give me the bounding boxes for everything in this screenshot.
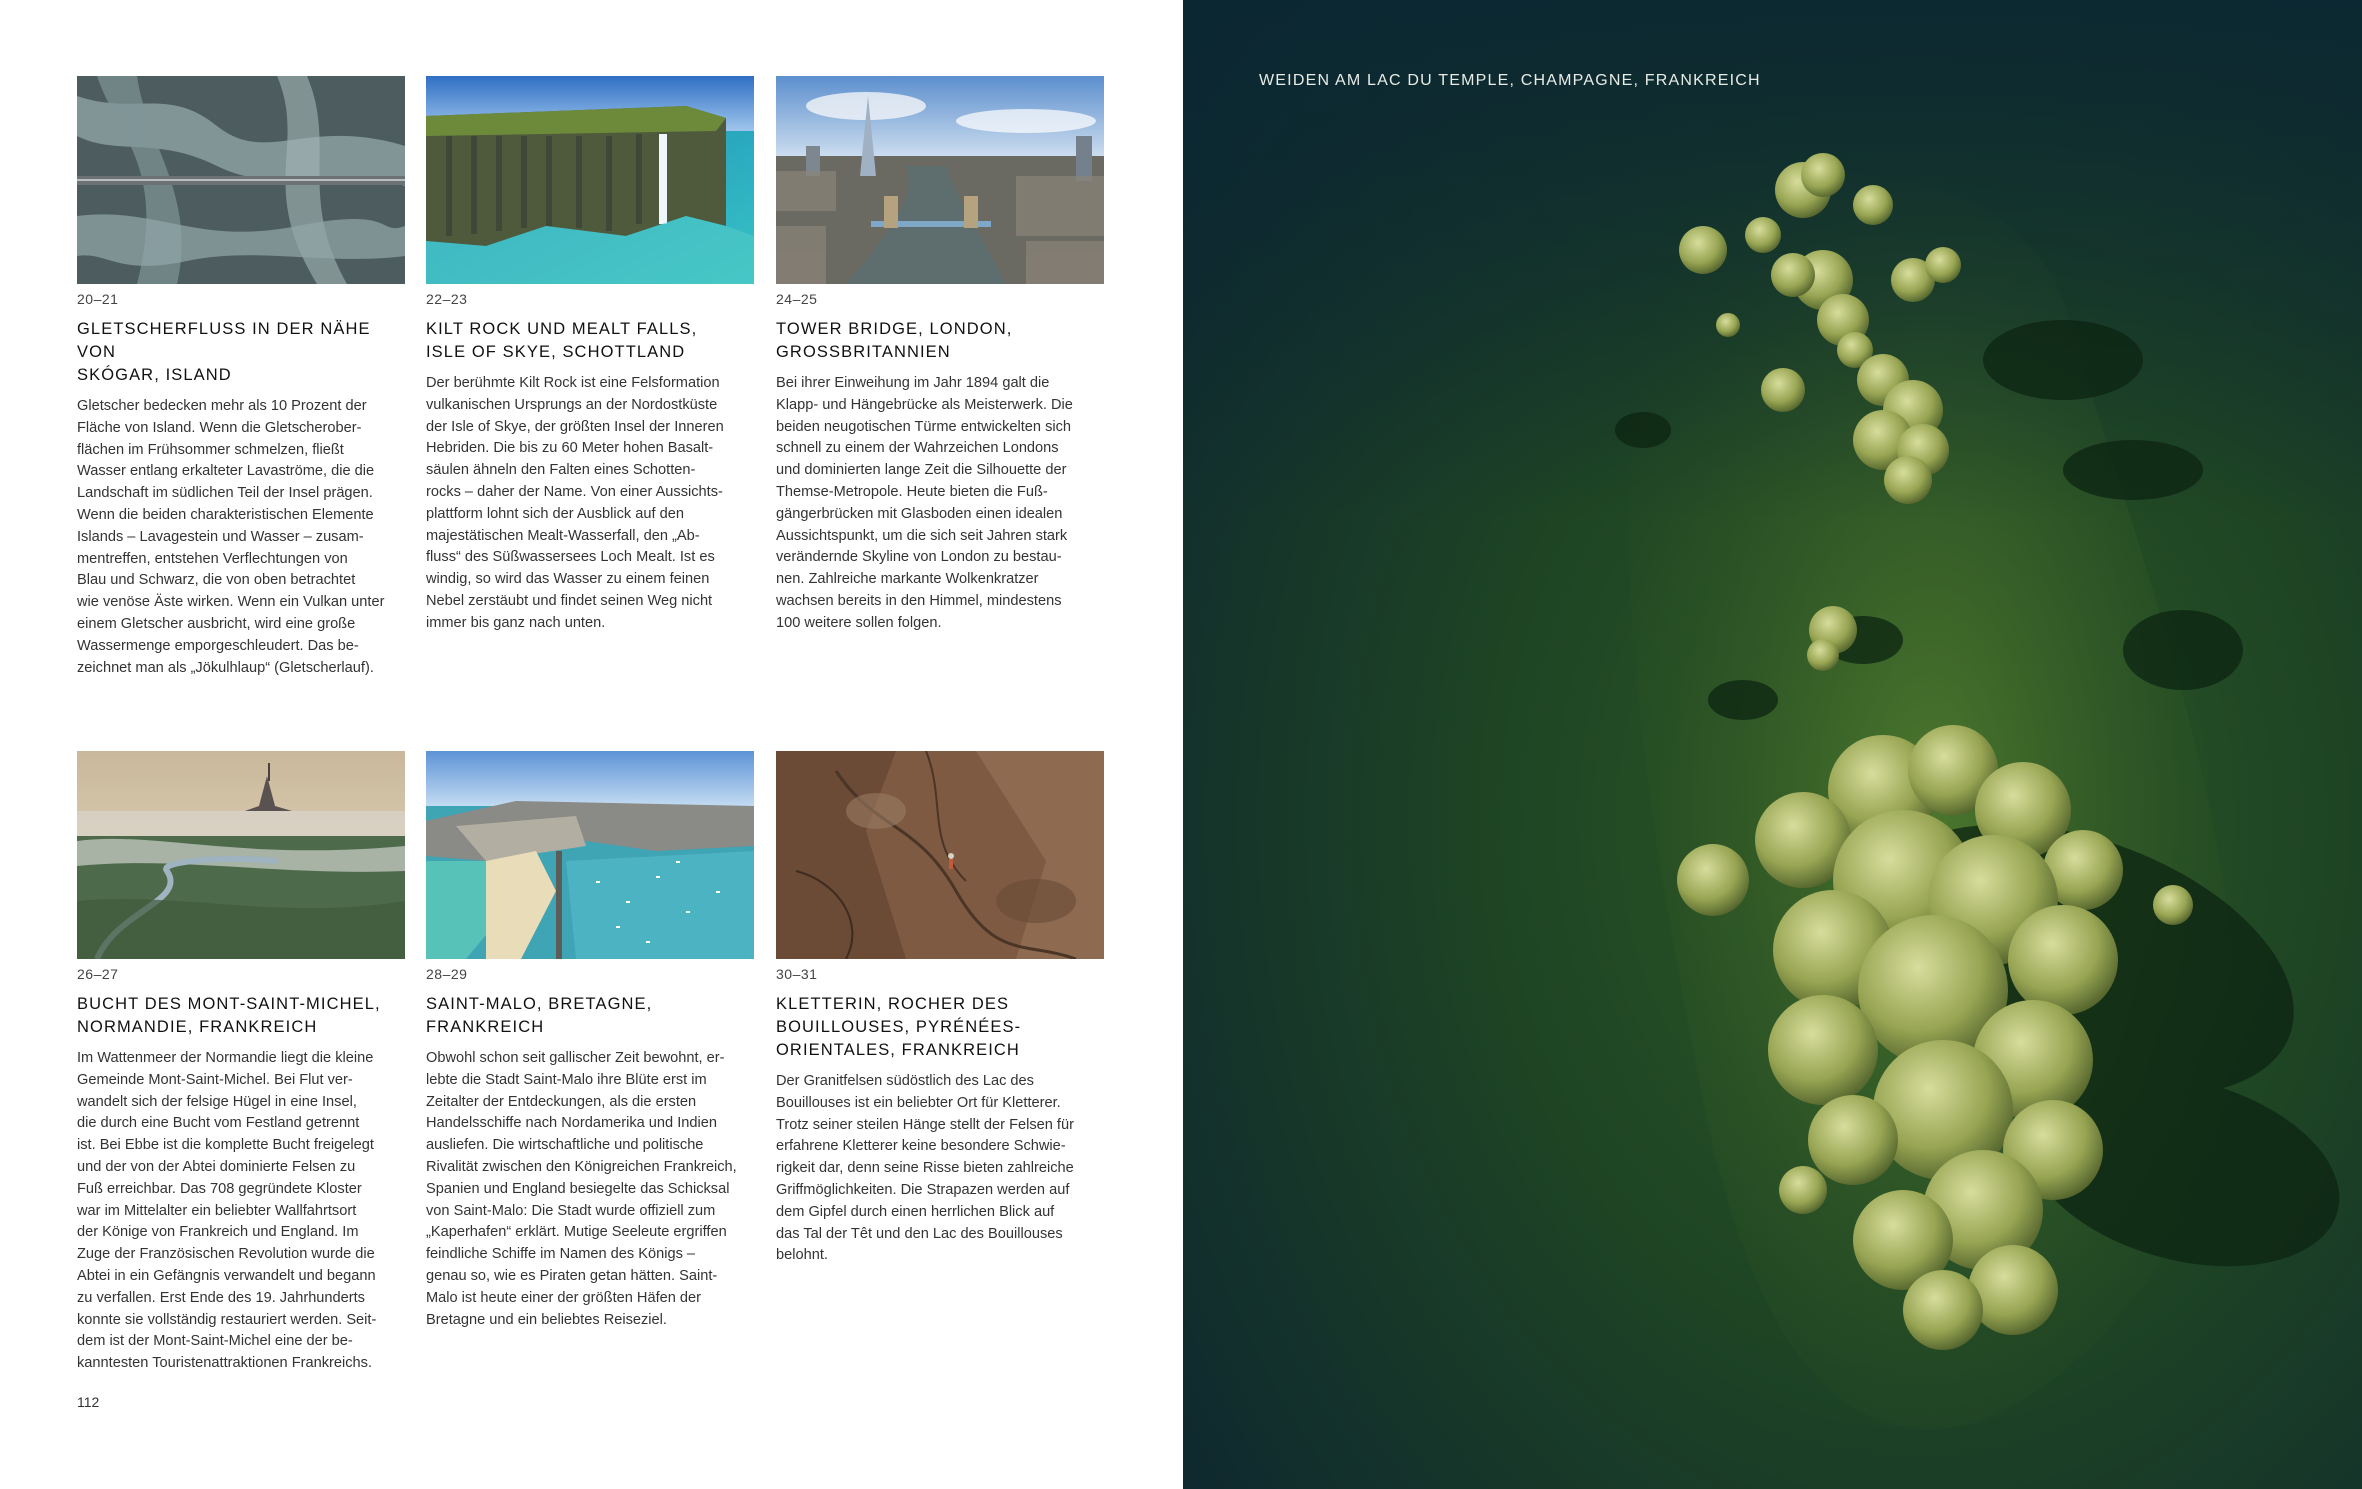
- thumb-tower-bridge: [776, 76, 1104, 284]
- page-number: 112: [77, 1394, 100, 1410]
- thumb-mont-saint-michel: [77, 751, 405, 959]
- entry-mont-saint-michel: [77, 751, 405, 1375]
- entry-title: TOWER BRIDGE, LONDON, GROSSBRITANNIEN: [776, 320, 1013, 361]
- page-ref: 26–27: [77, 966, 119, 982]
- thumb-kletterin: [776, 751, 1104, 959]
- entry-kilt-rock: [426, 76, 754, 635]
- entry-title: SAINT-MALO, BRETAGNE, FRANKREICH: [426, 995, 653, 1036]
- entry-text: Im Wattenmeer der Normandie liegt die kleine Gemeinde Mont-Saint-Michel. Bei Flut ver- wandelt sich der felsige Hügel in eine Insel, die durch eine Bucht vom Festland getrennt ist. Bei Ebbe ist die komplette Bucht freigelegt und der von der Abtei dominierte Felsen zu Fuß erreichbar. Das 708 gegründete Kloster war im Mittelalter ein beliebter Wallfahrtsort der Könige von Frankreich und England. Im Zuge der Französischen Revolution wurde die Abtei in ein Gefängnis verwandelt und begann zu verfallen. Erst Ende des 19. Jahrhunderts konnte sie vollständig restauriert werden. Seit- dem ist der Mont-Saint-Michel eine der be- kanntesten Touristenattraktionen Frankreichs.: [77, 1050, 377, 1372]
- entry-title: KLETTERIN, ROCHER DES BOUILLOUSES, PYRÉNÉES- ORIENTALES, FRANKREICH: [776, 995, 1022, 1059]
- page-ref: 24–25: [776, 291, 818, 307]
- entry-title: BUCHT DES MONT-SAINT-MICHEL, NORMANDIE, FRANKREICH: [77, 995, 381, 1036]
- entry-text: Gletscher bedecken mehr als 10 Prozent der Fläche von Island. Wenn die Gletscherober- flächen im Frühsommer schmelzen, fließt Wasser entlang erkalteter Lavaströme, die die Landschaft im südlichen Teil der Insel prägen. Wenn die beiden charakteristischen Elemente Islands – Lavagestein und Wasser – zusam- mentreffen, entstehen Verflechtungen von Blau und Schwarz, die von oben betrachtet wie venöse Äste wirken. Wenn ein Vulkan unter einem Gletscher ausbricht, wird eine große Wassermenge emporgeschleudert. Das be- zeichnet man als „Jökulhlaup“ (Gletscherlauf).: [77, 398, 385, 676]
- page-ref: 22–23: [426, 291, 468, 307]
- page-ref: 28–29: [426, 966, 468, 982]
- entry-saint-malo: [426, 751, 754, 1331]
- photo-caption: WEIDEN AM LAC DU TEMPLE, CHAMPAGNE, FRANKREICH: [1259, 72, 1761, 89]
- entry-gletscherfluss: [77, 76, 405, 679]
- willows-aerial-photo: [1183, 0, 2362, 1489]
- entry-text: Obwohl schon seit gallischer Zeit bewohnt, er- lebte die Stadt Saint-Malo ihre Blüte erst im Zeitalter der Entdeckungen, als die ersten Handelsschiffe nach Nordamerika und Indien ausliefen. Die wirtschaftliche und politische Rivalität zwischen den Königreichen Frankreich, Spanien und England besiegelte das Schicksal von Saint-Malo: Die Stadt wurde offiziell zum „Kaperhafen“ erklärt. Mutige Seeleute ergriffen feindliche Schiffe im Namen des Königs – genau so, wie es Piraten getan hätten. Saint- Malo ist heute einer der größten Häfen der Bretagne und ein beliebtes Reiseziel.: [426, 1050, 737, 1328]
- entry-title: KILT ROCK UND MEALT FALLS, ISLE OF SKYE, SCHOTTLAND: [426, 320, 698, 361]
- thumb-kilt-rock: [426, 76, 754, 284]
- entry-kletterin: [776, 751, 1104, 1267]
- entry-text: Der Granitfelsen südöstlich des Lac des Bouillouses ist ein beliebter Ort für Kletterer. Trotz seiner steilen Hänge stellt der Felsen für erfahrene Kletterer keine besondere Schwie- rigkeit dar, denn seine Risse bieten zahlreiche Griffmöglichkeiten. Die Strapazen werden auf dem Gipfel durch einen herrlichen Blick auf das Tal der Têt und den Lac des Bouillouses belohnt.: [776, 1073, 1074, 1264]
- right-page-photo: [1183, 0, 2362, 1489]
- entry-tower-bridge: [776, 76, 1104, 635]
- entry-title: GLETSCHERFLUSS IN DER NÄHE VON SKÓGAR, ISLAND: [77, 320, 371, 384]
- entry-text: Der berühmte Kilt Rock ist eine Felsformation vulkanischen Ursprungs an der Nordostküste der Isle of Skye, der größten Insel der Inneren Hebriden. Die bis zu 60 Meter hohen Basalt- säulen ähneln den Falten eines Schotten- rocks – daher der Name. Von einer Aussichts- plattform lohnt sich der Ausblick auf den majestätischen Mealt-Wasserfall, den „Ab- fluss“ des Süßwassersees Loch Mealt. Ist es windig, so wird das Wasser zu einem feinen Nebel zerstäubt und findet seinen Weg nicht immer bis ganz nach unten.: [426, 375, 724, 631]
- page-ref: 20–21: [77, 291, 119, 307]
- entry-text: Bei ihrer Einweihung im Jahr 1894 galt die Klapp- und Hängebrücke als Meisterwerk. Die beiden neugotischen Türme entwickelten sich schnell zu einem der Wahrzeichen Londons und dominierten lange Zeit die Silhouette der Themse-Metropole. Heute bieten die Fuß- gängerbrücken mit Glasboden einen idealen Aussichtspunkt, um die sich seit Jahren stark verändernde Skyline von London zu bestau- nen. Zahlreiche markante Wolkenkratzer wachsen bereits in den Himmel, mindestens 100 weitere sollen folgen.: [776, 375, 1073, 631]
- page-ref: 30–31: [776, 966, 818, 982]
- thumb-saint-malo: [426, 751, 754, 959]
- thumb-gletscherfluss: [77, 76, 405, 284]
